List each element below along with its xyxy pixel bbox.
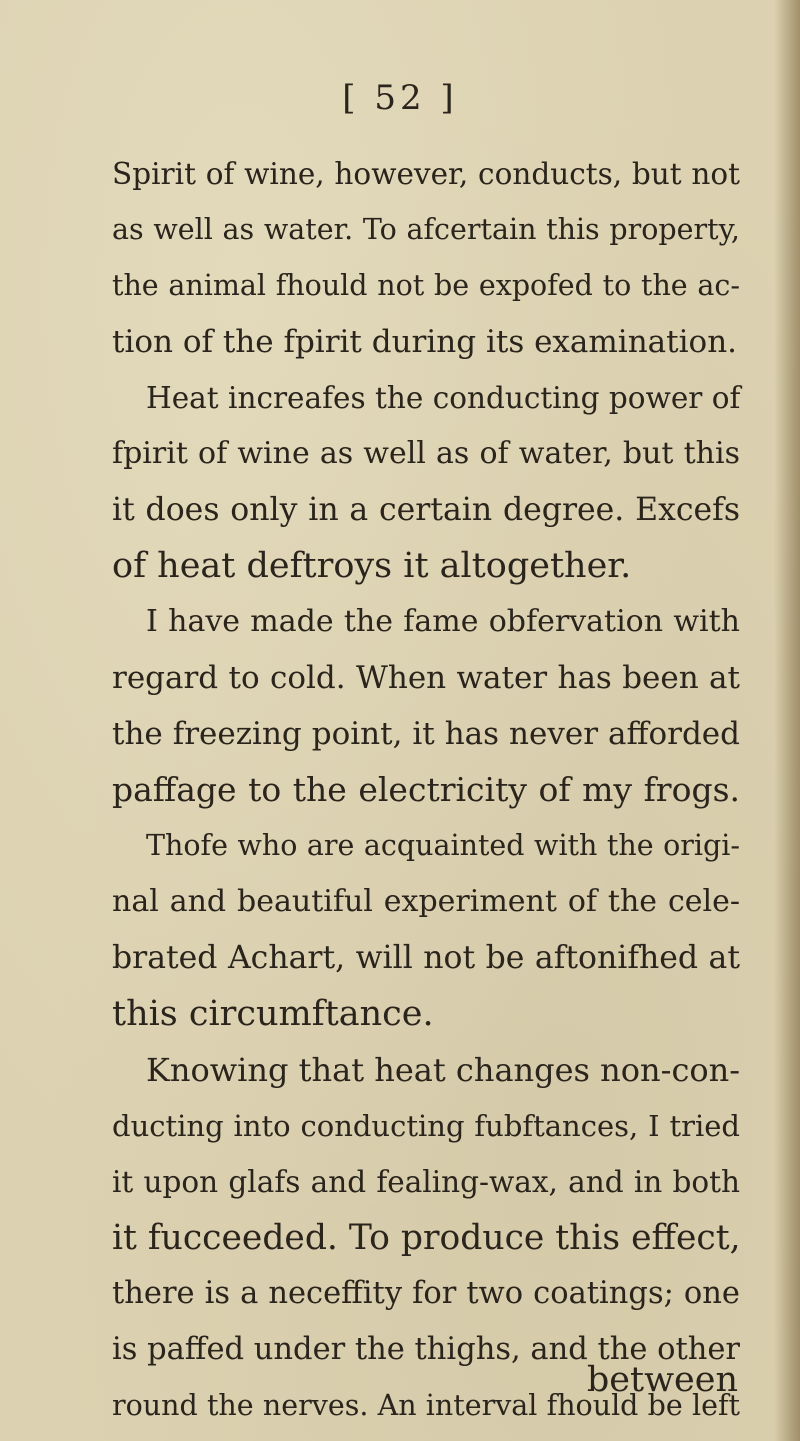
text-line: of heat deftroys it altogether. — [112, 546, 632, 586]
text-line: the freezing point, it has never afforded — [112, 716, 740, 752]
text-line: the animal fhould not be expofed to the ac- — [112, 269, 740, 302]
text-line: Heat increafes the conducting power of — [146, 381, 741, 415]
text-line: nal and beautiful experiment of the cele- — [112, 884, 740, 919]
text-line: Thofe who are acquainted with the origi- — [146, 829, 740, 862]
text-line: this circumftance. — [112, 994, 434, 1034]
text-line: there is a neceffity for two coatings; one — [112, 1276, 740, 1311]
text-line: it fucceeded. To produce this effect, — [112, 1218, 741, 1258]
text-line: paffage to the electricity of my frogs. — [112, 770, 740, 809]
text-line: I have made the fame obfervation with — [146, 604, 740, 639]
text-line: fpirit of wine as well as of water, but this — [112, 436, 740, 471]
text-line: it upon glafs and fealing-wax, and in both — [112, 1165, 740, 1199]
text-line: is paffed under the thighs, and the other — [112, 1332, 740, 1367]
text-line: tion of the fpirit during its examination. — [112, 324, 738, 360]
body-text — [112, 146, 740, 1434]
text-line: Knowing that heat changes non-con- — [146, 1051, 741, 1089]
page-number: [ 52 ] — [342, 78, 458, 118]
text-line: Spirit of wine, however, conducts, but not — [112, 157, 740, 191]
text-line: as well as water. To afcertain this property, — [112, 213, 740, 246]
page-edge-shadow — [774, 0, 800, 1441]
text-line: regard to cold. When water has been at — [112, 660, 740, 696]
text-line: it does only in a certain degree. Excefs — [112, 492, 740, 528]
text-line: brated Achart, will not be aftonifhed at — [112, 940, 740, 976]
catchword: between — [586, 1360, 738, 1400]
text-line: ducting into conducting fubftances, I tried — [112, 1109, 740, 1143]
text-line: round the nerves. An interval fhould be left — [112, 1389, 740, 1422]
